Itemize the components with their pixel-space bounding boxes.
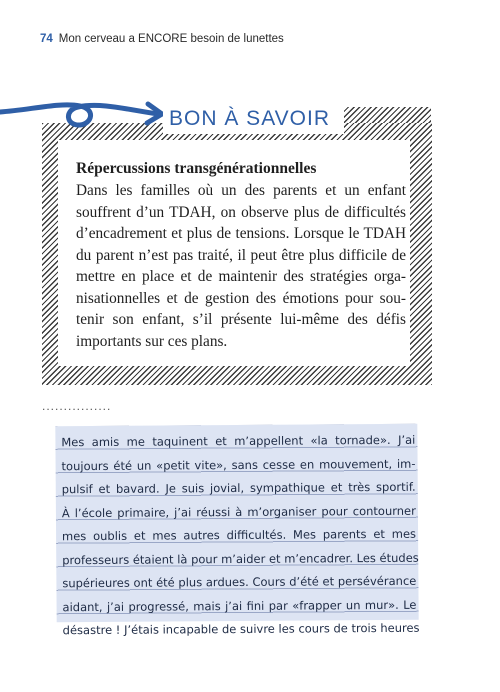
note-line: toujours été un «petit vite», sans cesse en mouvement, im- [61,456,416,473]
running-header [40,33,284,45]
callout-line: tenir son enfant, s’il présente lui-même des défis [76,311,406,328]
callout-line: mettre en place et de maintenir des stratégies orga- [76,268,406,285]
handwritten-note [61,429,420,643]
callout-line: Dans les familles où un des parents et un enfant [76,182,406,199]
note-line: aidant, j’ai progressé, mais j’ai fini par «frapper un mur». Le [62,597,417,614]
callout-heading: Répercussions transgénérationnelles [76,160,317,177]
note-line: supérieures ont été plus ardues. Cours d’été et persévérance [62,573,417,591]
note-line: mes oublis et mes autres difficultés. Mes parents et mes [61,526,417,544]
note-line: Mes amis me taquinent et m’appellent «la tornade». J’ai [61,432,416,450]
section-separator: ................ [42,399,112,413]
squiggle-arrow-icon [0,92,170,142]
callout-line: souffrent d’un TDAH, on observe plus de difficultés [76,203,406,221]
callout-content [76,158,406,352]
callout-line: d’encadrement et plus de tensions. Lorsque le TDAH [76,225,406,242]
callout-body [76,180,406,352]
callout-title: BON À SAVOIR [163,104,344,134]
callout-line: importants sur ces plans. [76,332,228,350]
callout-line: nisationnelles et de gestion des émotions pour sou- [76,289,406,307]
book-title: Mon cerveau a ENCORE besoin de lunettes [58,33,284,45]
page-number: 74 [40,33,53,45]
note-line: pulsif et bavard. Je suis jovial, sympathique et très sportif. [61,479,416,497]
callout-line: du parent n’est pas traité, il peut être plus difficile de [76,246,406,264]
note-line: À l’école primaire, j’ai réussi à m’organiser pour contourner [61,503,416,520]
note-line: désastre ! J’étais incapable de suivre les cours de trois heures [62,620,420,638]
note-line: professeurs étaient là pour m’aider et m’encadrer. Les études [62,550,419,567]
